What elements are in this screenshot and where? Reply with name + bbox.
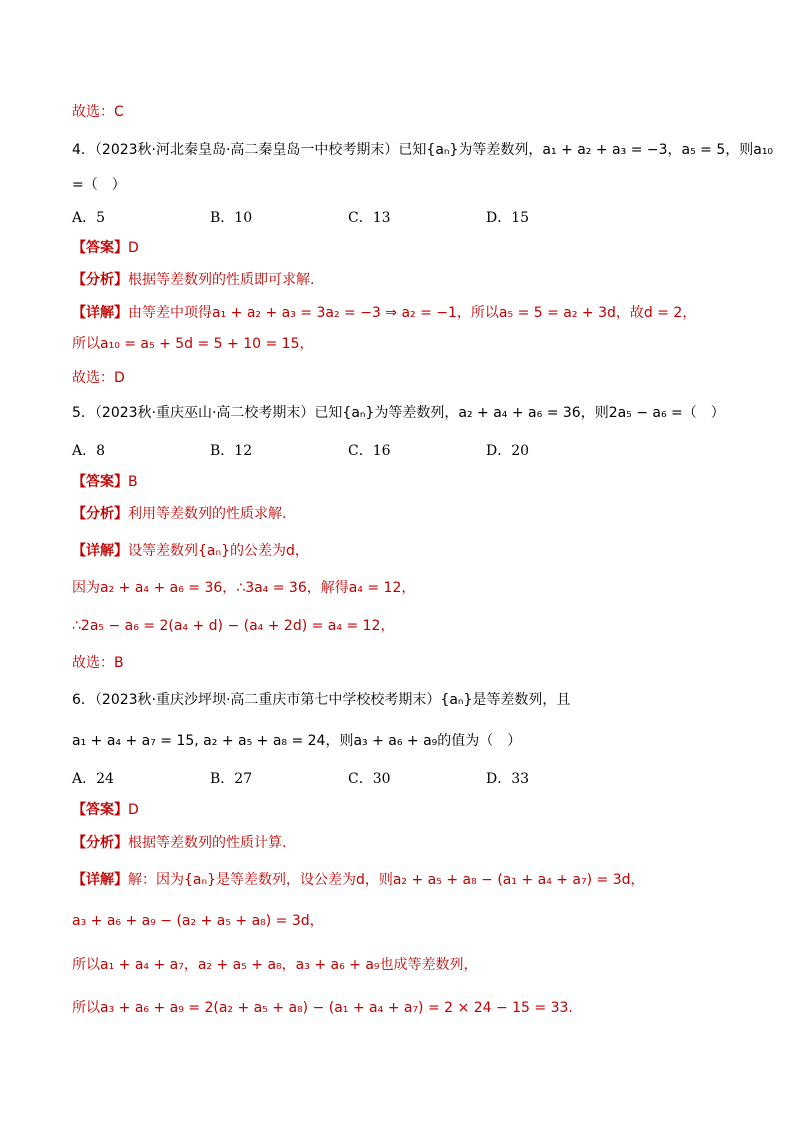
solution-tag: 【详解】 bbox=[72, 543, 128, 559]
q5-solution-line-1 bbox=[72, 541, 309, 561]
q6-answer bbox=[72, 800, 139, 820]
q6-solution-line-4: 所以a₃ + a₆ + a₉ = 2(a₂ + a₅ + a₈) − (a₁ + a₄ + a₇) = 2 × 24 − 15 = 33. bbox=[72, 1000, 573, 1016]
q5-solution-line-2: 因为a₂ + a₄ + a₆ = 36，∴3a₄ = 36，解得a₄ = 12， bbox=[72, 580, 416, 596]
answer-value: B bbox=[128, 474, 138, 490]
solution-text: 解：因为{aₙ}是等差数列，设公差为d，则a₂ + a₅ + a₈ − (a₁ + a₄ + a₇) = 3d， bbox=[128, 872, 645, 888]
q6-stem-cont: a₁ + a₄ + a₇ = 15, a₂ + a₅ + a₈ = 24，则a₃ + a₆ + a₉的值为（ ） bbox=[72, 733, 522, 749]
q4-answer bbox=[72, 238, 139, 258]
solution-tag: 【详解】 bbox=[72, 872, 128, 888]
q5-option-d: D．20 bbox=[486, 443, 530, 459]
answer-value: D bbox=[128, 240, 139, 256]
q4-stem-cont: =（ ） bbox=[72, 177, 126, 193]
q5-analysis bbox=[72, 504, 286, 524]
analysis-tag: 【分析】 bbox=[72, 835, 128, 851]
q4-final-answer: 故选：D bbox=[72, 370, 125, 386]
answer-value: D bbox=[128, 802, 139, 818]
analysis-text: 根据等差数列的性质即可求解. bbox=[128, 272, 315, 288]
q5-option-c: C．16 bbox=[348, 443, 391, 459]
q6-option-b: B．27 bbox=[210, 771, 253, 787]
analysis-text: 根据等差数列的性质计算. bbox=[128, 835, 287, 851]
q4-analysis bbox=[72, 270, 314, 290]
q6-option-c: C．30 bbox=[348, 771, 391, 787]
q4-option-d: D．15 bbox=[486, 210, 530, 226]
q4-option-a: A．5 bbox=[72, 210, 106, 226]
q4-solution-line-1 bbox=[72, 303, 696, 323]
solution-text: 设等差数列{aₙ}的公差为d， bbox=[128, 543, 309, 559]
q5-final-answer: 故选：B bbox=[72, 655, 124, 671]
answer-tag: 【答案】 bbox=[72, 802, 128, 818]
q6-solution-line-3: 所以a₁ + a₄ + a₇，a₂ + a₅ + a₈，a₃ + a₆ + a₉也成等差数列， bbox=[72, 957, 478, 973]
q5-option-b: B．12 bbox=[210, 443, 253, 459]
q6-solution-line-2: a₃ + a₆ + a₉ − (a₂ + a₅ + a₈) = 3d， bbox=[72, 913, 324, 929]
q5-answer bbox=[72, 472, 138, 492]
analysis-tag: 【分析】 bbox=[72, 506, 128, 522]
q4-stem: 4．（2023秋·河北秦皇岛·高二秦皇岛一中校考期末）已知{aₙ}为等差数列，a₁ + a₂ + a₃ = −3，a₅ = 5，则a₁₀ bbox=[72, 142, 774, 158]
q6-option-a: A．24 bbox=[72, 771, 114, 787]
q5-stem: 5．（2023秋·重庆巫山·高二校考期末）已知{aₙ}为等差数列，a₂ + a₄ + a₆ = 36，则2a₅ − a₆ =（ ） bbox=[72, 405, 725, 421]
q6-analysis bbox=[72, 833, 286, 853]
q4-option-c: C．13 bbox=[348, 210, 391, 226]
q6-solution-line-1 bbox=[72, 870, 645, 890]
solution-text: 由等差中项得a₁ + a₂ + a₃ = 3a₂ = −3 ⇒ a₂ = −1，所以a₅ = 5 = a₂ + 3d，故d = 2， bbox=[128, 305, 697, 321]
q6-option-d: D．33 bbox=[486, 771, 530, 787]
answer-tag: 【答案】 bbox=[72, 240, 128, 256]
q5-option-a: A．8 bbox=[72, 443, 106, 459]
answer-tag: 【答案】 bbox=[72, 474, 128, 490]
solution-tag: 【详解】 bbox=[72, 305, 128, 321]
q6-stem: 6．（2023秋·重庆沙坪坝·高二重庆市第七中学校校考期末）{aₙ}是等差数列，且 bbox=[72, 692, 571, 708]
q4-option-b: B．10 bbox=[210, 210, 253, 226]
analysis-tag: 【分析】 bbox=[72, 272, 128, 288]
q4-solution-line-2: 所以a₁₀ = a₅ + 5d = 5 + 10 = 15， bbox=[72, 336, 314, 352]
prev-final-answer: 故选：C bbox=[72, 104, 124, 120]
q5-solution-line-3: ∴2a₅ − a₆ = 2(a₄ + d) − (a₄ + 2d) = a₄ = 12， bbox=[72, 618, 395, 634]
analysis-text: 利用等差数列的性质求解. bbox=[128, 506, 287, 522]
